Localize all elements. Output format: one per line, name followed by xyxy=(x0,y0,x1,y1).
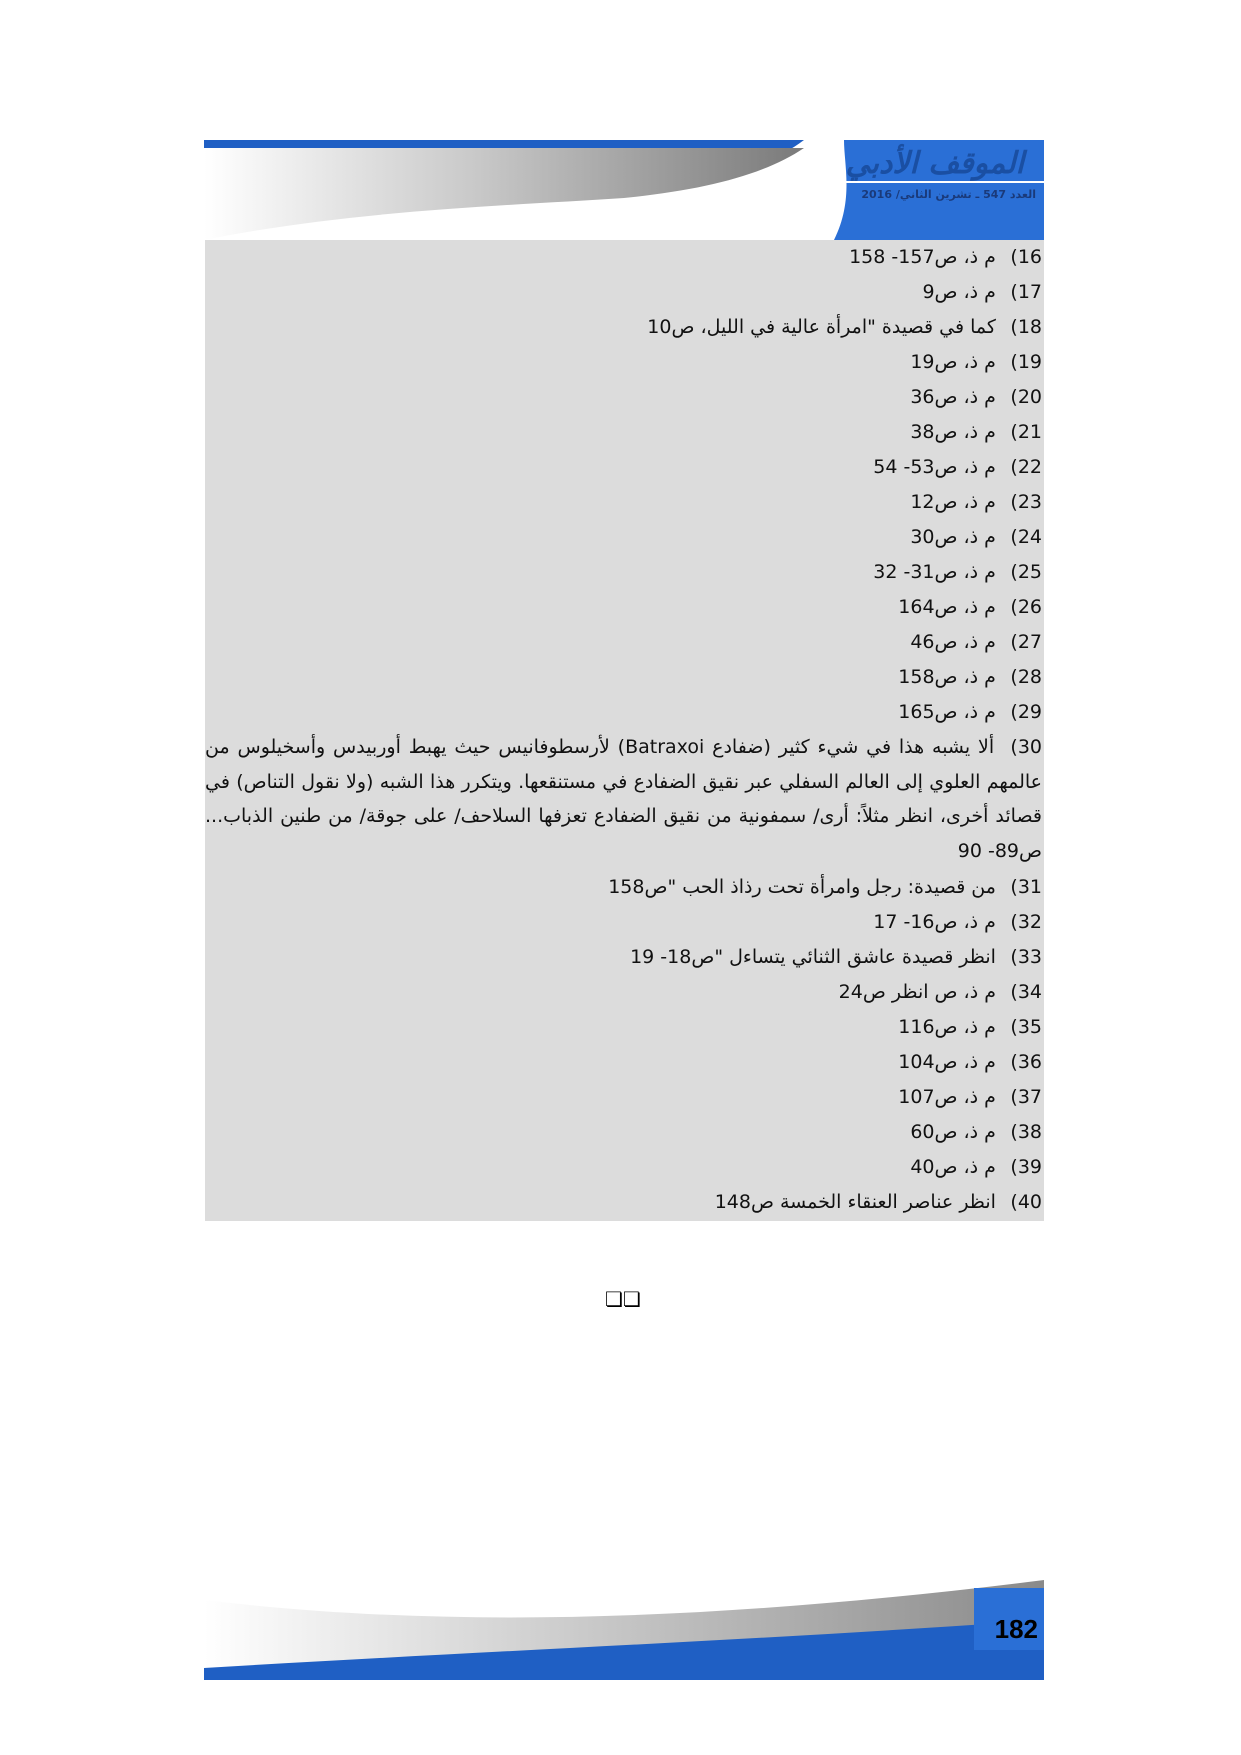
note-32: 32) م ذ، ص16- 17 xyxy=(873,911,1042,933)
note-33: 33) انظر قصيدة عاشق الثنائي يتساءل "ص18- 19 xyxy=(630,946,1042,968)
note-21: 21) م ذ، ص38 xyxy=(910,421,1042,443)
end-marks-icon: ❏❏ xyxy=(605,1287,641,1311)
note-19: 19) م ذ، ص19 xyxy=(910,351,1042,373)
note-text: م ذ، ص46 xyxy=(910,631,996,653)
note-text: م ذ، ص31- 32 xyxy=(873,561,996,583)
note-text: م ذ، ص9 xyxy=(922,281,996,303)
page-header xyxy=(204,140,1044,240)
note-text: من قصيدة: رجل وامرأة تحت رذاذ الحب "ص158 xyxy=(608,876,996,898)
note-30: 30) ألا يشبه هذا في شيء كثير (ضفادع Batraxoi) لأرسطوفانيس حيث يهبط أوربيدس وأسخيلوس من عالمهم العلوي إلى العالم السفلي عبر نقيق الضفادع في مستنقعها. ويتكرر هذا الشبه (ولا نقول التناص) في قصائد أخرى، انظر مثلاً: أرى/ سمفونية من نقيق الضفادع تعزفها السلاحف/ على جوقة/ من طنين الذباب... ص89- 90 xyxy=(205,736,1042,862)
note-20: 20) م ذ، ص36 xyxy=(910,386,1042,408)
note-18: 18) كما في قصيدة "امرأة عالية في الليل، ص10 xyxy=(647,316,1042,338)
note-34: 34) م ذ، ص انظر ص24 xyxy=(838,981,1042,1003)
note-27: 27) م ذ، ص46 xyxy=(910,631,1042,653)
note-38: 38) م ذ، ص60 xyxy=(910,1121,1042,1143)
magazine-logo: الموقف الأدبي xyxy=(845,146,1024,181)
note-text: م ذ، ص104 xyxy=(898,1051,996,1073)
note-text: م ذ، ص40 xyxy=(910,1156,996,1178)
note-text: م ذ، ص30 xyxy=(910,526,996,548)
note-text: م ذ، ص165 xyxy=(898,701,996,723)
note-text: كما في قصيدة "امرأة عالية في الليل، ص10 xyxy=(647,316,996,338)
note-text: م ذ، ص157- 158 xyxy=(849,246,996,268)
note-35: 35) م ذ، ص116 xyxy=(898,1016,1042,1038)
note-25: 25) م ذ، ص31- 32 xyxy=(873,561,1042,583)
note-31: 31) من قصيدة: رجل وامرأة تحت رذاذ الحب "ص158 xyxy=(608,876,1042,898)
note-39: 39) م ذ، ص40 xyxy=(910,1156,1042,1178)
note-text: م ذ، ص19 xyxy=(910,351,996,373)
note-text: م ذ، ص36 xyxy=(910,386,996,408)
note-text: م ذ، ص158 xyxy=(898,666,996,688)
note-text: م ذ، ص16- 17 xyxy=(873,911,996,933)
note-text: م ذ، ص164 xyxy=(898,596,996,618)
note-text: م ذ، ص38 xyxy=(910,421,996,443)
note-36: 36) م ذ، ص104 xyxy=(898,1051,1042,1073)
note-text: انظر قصيدة عاشق الثنائي يتساءل "ص18- 19 xyxy=(630,946,996,968)
page-number: 182 xyxy=(994,1614,1038,1644)
note-23: 23) م ذ، ص12 xyxy=(910,491,1042,513)
note-text: م ذ، ص60 xyxy=(910,1121,996,1143)
note-text: ألا يشبه هذا في شيء كثير (ضفادع Batraxoi) لأرسطوفانيس حيث يهبط أوربيدس وأسخيلوس من عالمهم العلوي إلى العالم السفلي عبر نقيق الضفادع في مستنقعها. ويتكرر هذا الشبه (ولا نقول التناص) في قصائد أخرى، انظر مثلاً: أرى/ سمفونية من نقيق الضفادع تعزفها السلاحف/ على جوقة/ من طنين الذباب... ص89- 90 xyxy=(205,736,1042,862)
page-footer xyxy=(204,1580,1044,1680)
note-24: 24) م ذ، ص30 xyxy=(910,526,1042,548)
footer-swoosh xyxy=(204,1580,1044,1680)
note-22: 22) م ذ، ص53- 54 xyxy=(873,456,1042,478)
note-text: م ذ، ص انظر ص24 xyxy=(838,981,996,1003)
note-text: انظر عناصر العنقاء الخمسة ص148 xyxy=(714,1191,996,1213)
note-29: 29) م ذ، ص165 xyxy=(898,701,1042,723)
note-28: 28) م ذ، ص158 xyxy=(898,666,1042,688)
note-26: 26) م ذ، ص164 xyxy=(898,596,1042,618)
note-text: م ذ، ص116 xyxy=(898,1016,996,1038)
note-17: 17) م ذ، ص9 xyxy=(922,281,1042,303)
endnotes-panel xyxy=(205,240,1044,1221)
issue-line: العدد 547 ـ تشرين الثاني/ 2016 xyxy=(861,188,1036,201)
note-text: م ذ، ص12 xyxy=(910,491,996,513)
note-37: 37) م ذ، ص107 xyxy=(898,1086,1042,1108)
note-text: م ذ، ص53- 54 xyxy=(873,456,996,478)
note-40: 40) انظر عناصر العنقاء الخمسة ص148 xyxy=(714,1191,1042,1213)
note-text: م ذ، ص107 xyxy=(898,1086,996,1108)
note-16: 16) م ذ، ص157- 158 xyxy=(849,246,1042,268)
